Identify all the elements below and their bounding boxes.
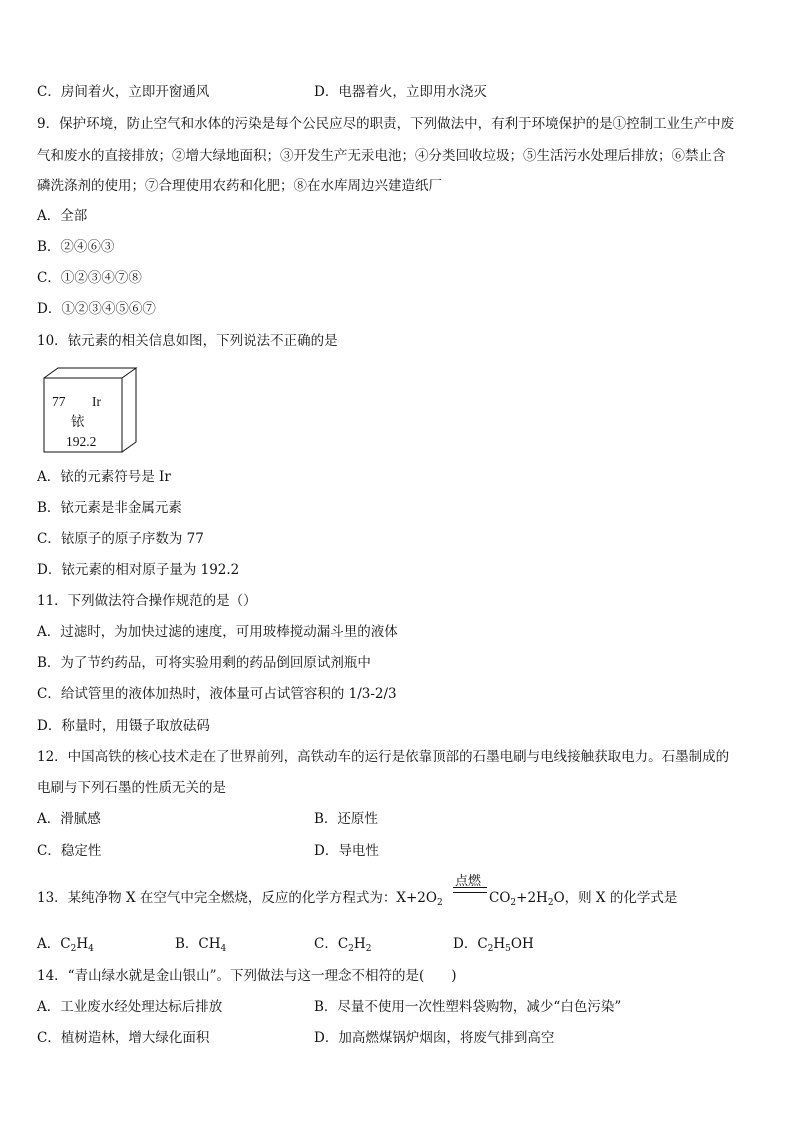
text: C．C xyxy=(314,936,349,952)
q10-option-a: A．铱的元素符号是 Ir xyxy=(37,469,171,485)
subscript: 2 xyxy=(547,898,554,908)
element-atomic-number: 77 xyxy=(52,394,66,409)
element-atomic-mass: 192.2 xyxy=(66,434,97,449)
product-h2o: +2H xyxy=(516,890,548,906)
text: A．C xyxy=(37,936,71,952)
q9-stem-line1: 9．保护环境，防止空气和水体的污染是每个公民应尽的职责，下列做法中，有利于环境保护的是①控制工业生产中废 xyxy=(37,116,735,132)
q9-stem-line3: 磷洗涤剂的使用；⑦合理使用农药和化肥；⑧在水库周边兴建造纸厂 xyxy=(37,178,442,194)
text: OH xyxy=(510,936,534,952)
subscript: 4 xyxy=(220,944,227,954)
q8-option-d: D．电器着火，立即用水浇灭 xyxy=(314,84,487,100)
text: D．C xyxy=(453,936,488,952)
q12-stem-line2: 电刷与下列石墨的性质无关的是 xyxy=(37,780,226,796)
q12-stem-line1: 12．中国高铁的核心技术走在了世界前列，高铁动车的运行是依靠顶部的石墨电刷与电线接触获取电力。石墨制成的 xyxy=(37,749,730,765)
q14-option-c: C．植树造林，增大绿化面积 xyxy=(37,1030,210,1046)
element-name: 铱 xyxy=(71,414,85,429)
q11-option-a: A．过滤时，为加快过滤的速度，可用玻棒搅动漏斗里的液体 xyxy=(37,624,398,640)
q10-option-d: D．铱元素的相对原子量为 192.2 xyxy=(37,562,240,578)
reaction-equals-sign xyxy=(453,887,487,893)
text: H xyxy=(76,936,89,952)
q10-stem: 10．铱元素的相关信息如图，下列说法不正确的是 xyxy=(37,333,338,349)
text: H xyxy=(353,936,366,952)
q14-option-b: B．尽量不使用一次性塑料袋购物，减少“白色污染” xyxy=(314,999,622,1015)
q13-option-b xyxy=(175,934,226,954)
q8-option-c: C．房间着火，立即开窗通风 xyxy=(37,84,210,100)
q11-option-c: C．给试管里的液体加热时，液体量可占试管容积的 1/3-2/3 xyxy=(37,686,397,702)
q12-option-d: D．导电性 xyxy=(314,843,379,859)
q13-option-d xyxy=(453,934,534,954)
reaction-condition: 点燃 xyxy=(455,874,482,889)
q13-stem-tail: O，则 X 的化学式是 xyxy=(553,890,678,906)
subscript: 2 xyxy=(365,944,372,954)
product-co2: CO xyxy=(489,890,511,906)
q10-option-b: B．铱元素是非金属元素 xyxy=(37,500,182,516)
subscript: 2 xyxy=(70,944,77,954)
q13-stem-pre: 13．某纯净物 X 在空气中完全燃烧，反应的化学方程式为：X+2O xyxy=(37,890,437,906)
q11-option-b: B．为了节约药品，可将实验用剩的药品倒回原试剂瓶中 xyxy=(37,655,371,671)
subscript: 4 xyxy=(88,944,94,954)
q13-stem-equation xyxy=(37,870,757,910)
q12-option-c: C．稳定性 xyxy=(37,843,102,859)
q14-stem: 14．“青山绿水就是金山银山”。下列做法与这一理念不相符的是( ) xyxy=(37,968,457,984)
element-card-figure xyxy=(42,366,142,456)
q12-option-b: B．还原性 xyxy=(314,811,378,827)
q9-option-b: B．②④⑥③ xyxy=(37,239,115,255)
subscript: 2 xyxy=(487,944,494,954)
q14-option-d: D．加高燃煤锅炉烟囱，将废气排到高空 xyxy=(314,1030,555,1046)
q13-option-c xyxy=(314,934,371,954)
q11-stem: 11．下列做法符合操作规范的是（） xyxy=(37,593,257,609)
text: H xyxy=(493,936,506,952)
element-symbol: Ir xyxy=(92,394,101,409)
subscript: 5 xyxy=(505,944,511,954)
q11-option-d: D．称量时，用镊子取放砝码 xyxy=(37,718,210,734)
q12-option-a: A．滑腻感 xyxy=(37,811,101,827)
q13-products xyxy=(489,888,677,908)
q9-option-d: D．①②③④⑤⑥⑦ xyxy=(37,301,156,317)
text: B．CH xyxy=(175,936,221,952)
subscript: 2 xyxy=(510,898,517,908)
q9-option-c: C．①②③④⑦⑧ xyxy=(37,270,142,286)
q13-stem-text xyxy=(37,888,443,908)
q14-option-a: A．工业废水经处理达标后排放 xyxy=(37,999,223,1015)
q9-stem-line2: 气和废水的直接排放；②增大绿地面积；③开发生产无汞电池；④分类回收垃圾；⑤生活污水处理后排放；⑥禁止含 xyxy=(37,148,726,164)
q9-option-a: A．全部 xyxy=(37,208,88,224)
q13-option-a xyxy=(37,934,94,954)
q10-option-c: C．铱原子的原子序数为 77 xyxy=(37,531,204,547)
subscript: 2 xyxy=(436,898,443,908)
subscript: 2 xyxy=(348,944,354,954)
